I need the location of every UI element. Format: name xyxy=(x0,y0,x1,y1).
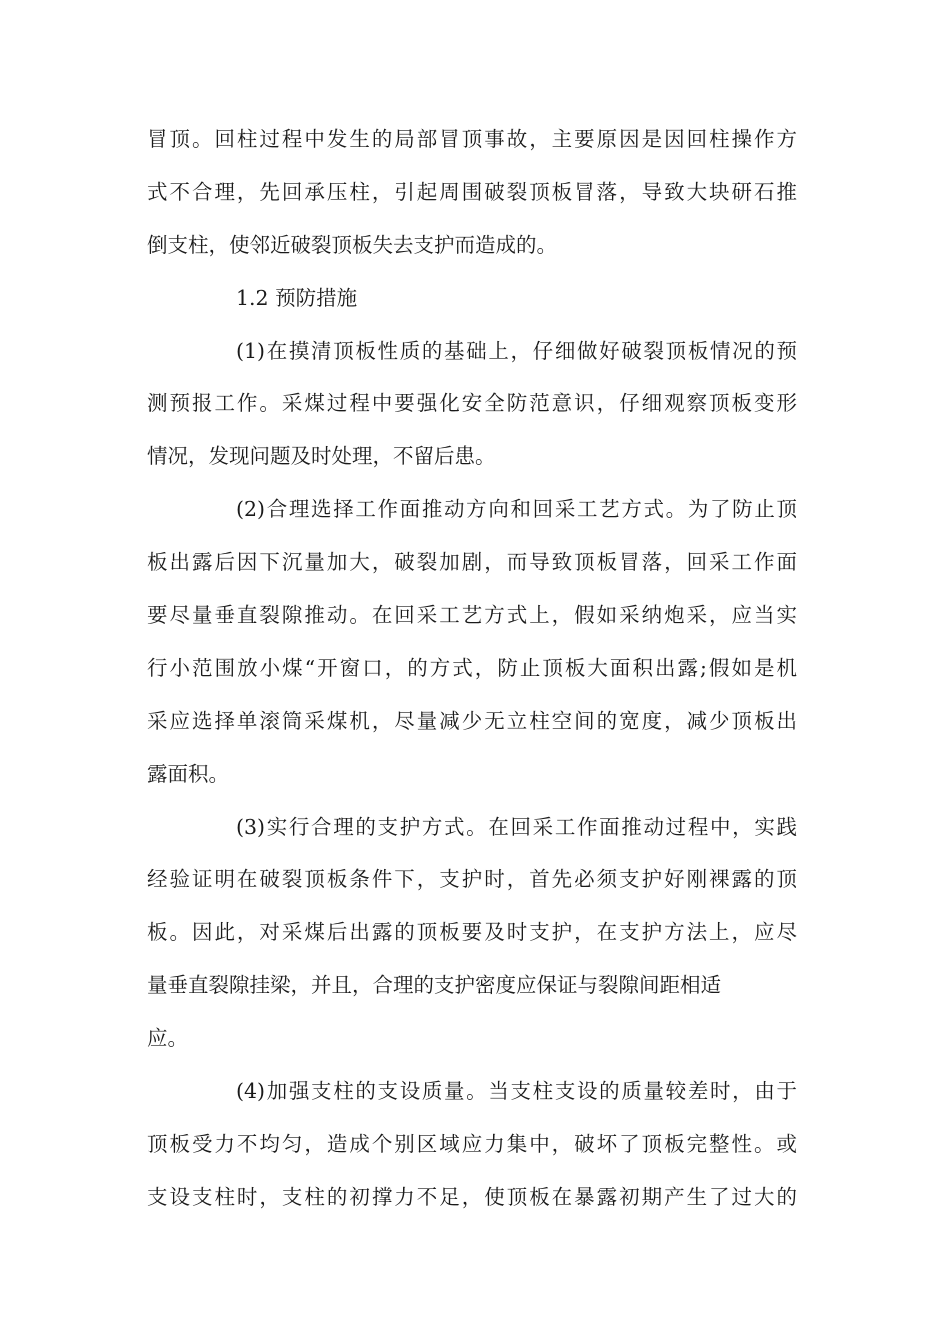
text-line: (4)加强支柱的支设质量。当支柱支设的质量较差时，由于 xyxy=(236,1079,797,1104)
text-line: 情况，发现问题及时处理，不留后患。 xyxy=(147,444,496,469)
text-line: (2)合理选择工作面推动方向和回采工艺方式。为了防止顶 xyxy=(236,497,797,522)
text-line: 倒支柱，使邻近破裂顶板失去支护而造成的。 xyxy=(147,232,557,257)
body-text xyxy=(147,113,797,1224)
text-line: 板出露后因下沉量加大，破裂加剧，而导致顶板冒落，回采工作面 xyxy=(147,550,797,575)
text-line: 应。 xyxy=(147,1026,188,1051)
text-line: 冒顶。回柱过程中发生的局部冒顶事故，主要原因是因回柱操作方 xyxy=(147,127,797,151)
text-line: 量垂直裂隙挂梁，并且，合理的支护密度应保证与裂隙间距相适 xyxy=(147,973,721,998)
text-line: (3)实行合理的支护方式。在回采工作面推动过程中，实践 xyxy=(236,814,797,839)
text-line: 测预报工作。采煤过程中要强化安全防范意识，仔细观察顶板变形 xyxy=(147,391,797,416)
text-line: 行小范围放小煤“开窗口，的方式，防止顶板大面积出露;假如是机 xyxy=(147,655,797,680)
text-line: 板。因此，对采煤后出露的顶板要及时支护，在支护方法上，应尽 xyxy=(147,920,797,945)
text-line: 式不合理，先回承压柱，引起周围破裂顶板冒落，导致大块研石推 xyxy=(147,179,797,204)
text-line: 支设支柱时，支柱的初撑力不足，使顶板在暴露初期产生了过大的 xyxy=(147,1184,797,1209)
section-heading: 1.2 预防措施 xyxy=(236,285,358,310)
text-line: 顶板受力不均匀，造成个别区域应力集中，破坏了顶板完整性。或 xyxy=(147,1131,797,1156)
text-line: 要尽量垂直裂隙推动。在回采工艺方式上，假如采纳炮采，应当实 xyxy=(147,603,797,628)
text-line: 露面积。 xyxy=(147,761,229,786)
text-line: 采应选择单滚筒采煤机，尽量减少无立柱空间的宽度，减少顶板出 xyxy=(147,708,797,733)
text-line: (1)在摸清顶板性质的基础上，仔细做好破裂顶板情况的预 xyxy=(236,338,797,363)
text-line: 经验证明在破裂顶板条件下，支护时，首先必须支护好刚裸露的顶 xyxy=(147,867,797,892)
